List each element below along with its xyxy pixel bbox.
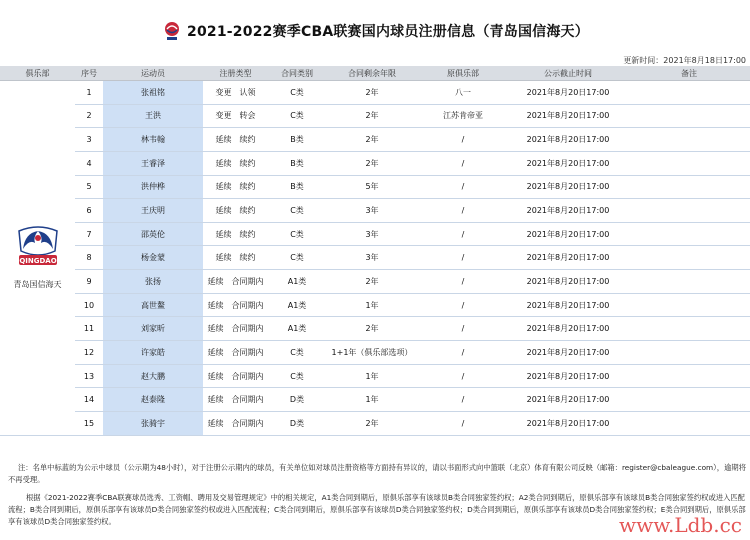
contract-category: C类 (268, 364, 326, 388)
table-row (0, 104, 750, 128)
original-club: / (418, 246, 508, 270)
player-name: 王睿泽 (103, 151, 203, 175)
contract-years: 1+1年（俱乐部选项） (326, 341, 418, 365)
player-name: 王庆明 (103, 199, 203, 223)
remark (628, 151, 750, 175)
registration-type: 变更 转会 (203, 104, 268, 128)
row-number: 2 (75, 104, 103, 128)
remark (628, 222, 750, 246)
club-name: 青岛国信海天 (13, 280, 62, 290)
remark (628, 364, 750, 388)
row-number: 5 (75, 175, 103, 199)
contract-category: C类 (268, 222, 326, 246)
column-header: 合同类别 (268, 66, 326, 81)
original-club: / (418, 128, 508, 152)
registration-type: 延续 续约 (203, 199, 268, 223)
deadline: 2021年8月20日17:00 (508, 411, 628, 435)
table-row (0, 175, 750, 199)
contract-category: C类 (268, 246, 326, 270)
row-number: 12 (75, 341, 103, 365)
row-number: 10 (75, 293, 103, 317)
contract-years: 3年 (326, 222, 418, 246)
table-row (0, 222, 750, 246)
original-club: / (418, 222, 508, 246)
deadline: 2021年8月20日17:00 (508, 388, 628, 412)
deadline: 2021年8月20日17:00 (508, 246, 628, 270)
remark (628, 104, 750, 128)
column-header: 公示截止时间 (508, 66, 628, 81)
contract-years: 2年 (326, 317, 418, 341)
remark (628, 175, 750, 199)
contract-years: 2年 (326, 128, 418, 152)
registration-type: 延续 合同期内 (203, 270, 268, 294)
remark (628, 246, 750, 270)
original-club: / (418, 317, 508, 341)
table-row (0, 151, 750, 175)
row-number: 4 (75, 151, 103, 175)
note-contract-rules: 根据《2021-2022赛季CBA联赛球员选秀、工资帽、聘用及交易管理规定》中的相关规定，A1类合同到期后，原俱乐部享有该球员B类合同独家签约权；A2类合同到期后，原俱乐部享有该球员B类合同独家签约权或进入匹配流程；B类合同到期后，原俱乐部享有该球员D类合同独家签约权或进入匹配流程；C类合同到期后，原俱乐部享有该球员D类合同独家签约权；D类合同到期后，原俱乐部享有该球员D类合同独家签约权；E类合同到期后，原俱乐部享有该球员D类合同独家签约权。 (8, 493, 746, 526)
original-club: 八一 (418, 81, 508, 105)
remark (628, 199, 750, 223)
row-number: 3 (75, 128, 103, 152)
row-number: 1 (75, 81, 103, 105)
contract-years: 2年 (326, 151, 418, 175)
column-header: 原俱乐部 (418, 66, 508, 81)
row-number: 13 (75, 364, 103, 388)
contract-years: 2年 (326, 81, 418, 105)
row-number: 8 (75, 246, 103, 270)
registration-type: 延续 合同期内 (203, 293, 268, 317)
table-row (0, 341, 750, 365)
deadline: 2021年8月20日17:00 (508, 199, 628, 223)
original-club: / (418, 411, 508, 435)
club-logo (11, 225, 65, 275)
row-number: 6 (75, 199, 103, 223)
watermark: www.Ldb.cc (619, 513, 742, 537)
table-header (0, 66, 750, 81)
contract-years: 1年 (326, 293, 418, 317)
table-row (0, 199, 750, 223)
row-number: 14 (75, 388, 103, 412)
player-name: 洪仲桦 (103, 175, 203, 199)
original-club: / (418, 175, 508, 199)
deadline: 2021年8月20日17:00 (508, 128, 628, 152)
row-number: 7 (75, 222, 103, 246)
player-name: 邵英伦 (103, 222, 203, 246)
remark (628, 341, 750, 365)
contract-category: A1类 (268, 270, 326, 294)
registration-type: 延续 续约 (203, 246, 268, 270)
player-name: 许家皓 (103, 341, 203, 365)
title-bar (0, 18, 750, 44)
table-row (0, 411, 750, 435)
remark (628, 317, 750, 341)
remark (628, 270, 750, 294)
contract-years: 1年 (326, 388, 418, 412)
player-name: 赵大鹏 (103, 364, 203, 388)
original-club: / (418, 388, 508, 412)
contract-years: 3年 (326, 199, 418, 223)
column-header: 序号 (75, 66, 103, 81)
registration-type: 延续 合同期内 (203, 411, 268, 435)
column-header: 合同剩余年限 (326, 66, 418, 81)
contract-category: B类 (268, 151, 326, 175)
contract-category: C类 (268, 341, 326, 365)
deadline: 2021年8月20日17:00 (508, 175, 628, 199)
registration-table (0, 66, 750, 436)
contract-category: D类 (268, 411, 326, 435)
registration-type: 延续 合同期内 (203, 388, 268, 412)
remark (628, 411, 750, 435)
player-name: 杨金蒙 (103, 246, 203, 270)
original-club: 江苏肯帝亚 (418, 104, 508, 128)
contract-category: A1类 (268, 293, 326, 317)
original-club: / (418, 364, 508, 388)
table-row (0, 317, 750, 341)
table-body (0, 81, 750, 436)
contract-category: A1类 (268, 317, 326, 341)
club-cell (0, 81, 75, 436)
registration-type: 延续 续约 (203, 151, 268, 175)
deadline: 2021年8月20日17:00 (508, 151, 628, 175)
contract-category: B类 (268, 175, 326, 199)
original-club: / (418, 341, 508, 365)
contract-category: C类 (268, 81, 326, 105)
page-title: 2021-2022赛季CBA联赛国内球员注册信息（青岛国信海天） (187, 24, 589, 40)
registration-type: 延续 续约 (203, 175, 268, 199)
original-club: / (418, 199, 508, 223)
contract-years: 2年 (326, 104, 418, 128)
registration-type: 延续 合同期内 (203, 341, 268, 365)
player-name: 高世鳌 (103, 293, 203, 317)
deadline: 2021年8月20日17:00 (508, 364, 628, 388)
remark (628, 388, 750, 412)
player-name: 张骑宇 (103, 411, 203, 435)
deadline: 2021年8月20日17:00 (508, 104, 628, 128)
player-name: 林韦翰 (103, 128, 203, 152)
contract-category: C类 (268, 104, 326, 128)
registration-type: 延续 合同期内 (203, 317, 268, 341)
contract-category: D类 (268, 388, 326, 412)
registration-type: 延续 合同期内 (203, 364, 268, 388)
table-row (0, 246, 750, 270)
player-name: 张祖铭 (103, 81, 203, 105)
row-number: 11 (75, 317, 103, 341)
column-header: 运动员 (103, 66, 203, 81)
update-time: 更新时间：2021年8月18日17:00 (623, 56, 746, 65)
table-row (0, 128, 750, 152)
deadline: 2021年8月20日17:00 (508, 81, 628, 105)
contract-category: C类 (268, 199, 326, 223)
note-publicity: 注：名单中标蓝的为公示中球员（公示期为48小时），对于注册公示期内的球员，有关单位如对球员注册资格等方面持有异议的，请以书面形式向中篮联（北京）体育有限公司反映（邮箱：register@cbaleague.com），逾期将不再受理。 (8, 463, 746, 484)
deadline: 2021年8月20日17:00 (508, 341, 628, 365)
table-row (0, 81, 750, 105)
player-name: 赵泰隆 (103, 388, 203, 412)
contract-years: 2年 (326, 270, 418, 294)
column-header: 备注 (628, 66, 750, 81)
column-header: 俱乐部 (0, 66, 75, 81)
deadline: 2021年8月20日17:00 (508, 317, 628, 341)
table-row (0, 364, 750, 388)
contract-years: 2年 (326, 411, 418, 435)
contract-years: 5年 (326, 175, 418, 199)
registration-type: 延续 续约 (203, 128, 268, 152)
club-logo-text: QINGDAO (18, 257, 57, 266)
original-club: / (418, 270, 508, 294)
table-row (0, 293, 750, 317)
column-header: 注册类型 (203, 66, 268, 81)
contract-category: B类 (268, 128, 326, 152)
player-name: 王洪 (103, 104, 203, 128)
deadline: 2021年8月20日17:00 (508, 222, 628, 246)
contract-years: 1年 (326, 364, 418, 388)
table-row (0, 388, 750, 412)
remark (628, 128, 750, 152)
original-club: / (418, 151, 508, 175)
remark (628, 81, 750, 105)
deadline: 2021年8月20日17:00 (508, 270, 628, 294)
deadline: 2021年8月20日17:00 (508, 293, 628, 317)
remark (628, 293, 750, 317)
row-number: 15 (75, 411, 103, 435)
contract-years: 3年 (326, 246, 418, 270)
registration-type: 延续 续约 (203, 222, 268, 246)
player-name: 张扬 (103, 270, 203, 294)
original-club: / (418, 293, 508, 317)
cba-logo-icon (161, 20, 183, 42)
table-row (0, 270, 750, 294)
player-name: 刘家昕 (103, 317, 203, 341)
row-number: 9 (75, 270, 103, 294)
registration-type: 变更 认领 (203, 81, 268, 105)
